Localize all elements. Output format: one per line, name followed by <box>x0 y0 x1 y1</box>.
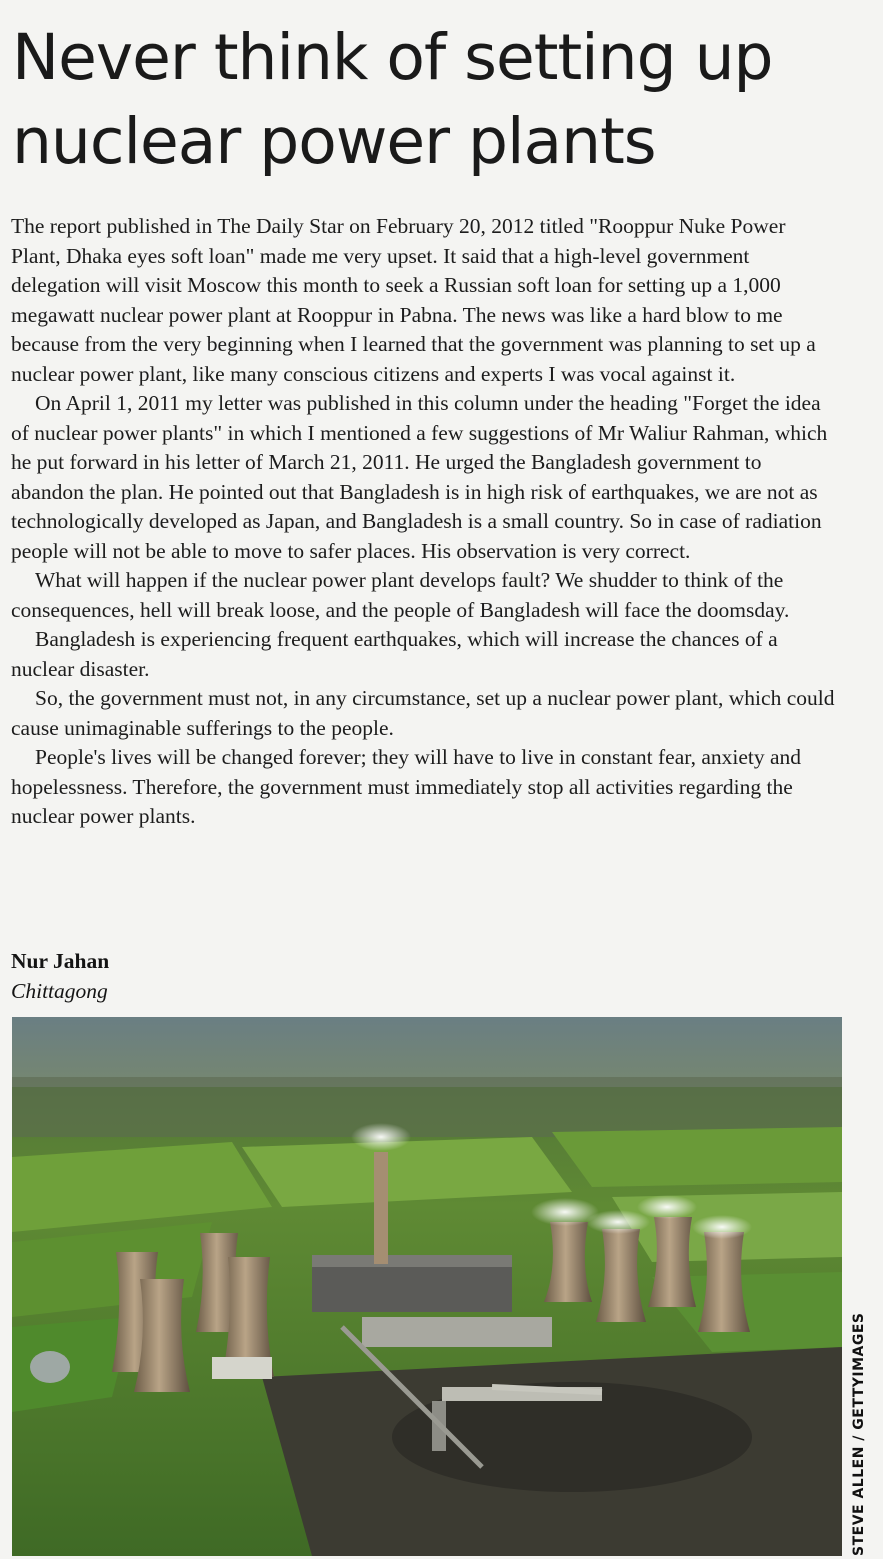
letter-body <box>11 212 835 832</box>
paragraph: The report published in The Daily Star on February 20, 2012 titled "Rooppur Nuke Power Plant, Dhaka eyes soft loan" made me very upset. It said that a high-level government delegation will visit Moscow this month to seek a Russian soft loan for setting up a 1,000 megawatt nuclear power plant at Rooppur in Pabna. The news was like a hard blow to me because from the very beginning when I learned that the government was planning to set up a nuclear power plant, like many conscious citizens and experts I was vocal against it. <box>11 214 816 386</box>
power-plant-photo <box>12 1017 842 1556</box>
paragraph: People's lives will be changed forever; they will have to live in constant fear, anxiety and hopelessness. Therefore, the government must immediately stop all activities regarding the nuclear power plants. <box>11 745 802 828</box>
paragraph: So, the government must not, in any circumstance, set up a nuclear power plant, which could cause unimaginable sufferings to the people. <box>11 686 835 740</box>
author-location: Chittagong <box>11 978 108 1003</box>
photo-credit: STEVE ALLEN / GETTYIMAGES <box>851 1312 867 1556</box>
power-plant-illustration <box>12 1017 842 1556</box>
byline <box>11 947 109 1006</box>
author-name: Nur Jahan <box>11 949 110 973</box>
paragraph: What will happen if the nuclear power plant develops fault? We shudder to think of the consequences, hell will break loose, and the people of Bangladesh will face the doomsday. <box>11 568 790 622</box>
paragraph: On April 1, 2011 my letter was published in this column under the heading "Forget the idea of nuclear power plants" in which I mentioned a few suggestions of Mr Waliur Rahman, which he put forward in his letter of March 21, 2011. He urged the Bangladesh government to abandon the plan. He pointed out that Bangladesh is in high risk of earthquakes, we are not as technologically developed as Japan, and Bangladesh is a small country. So in case of radiation people will not be able to move to safer places. His observation is very correct. <box>11 391 828 563</box>
headline: Never think of setting up nuclear power plants <box>12 21 773 178</box>
paragraph: Bangladesh is experiencing frequent earthquakes, which will increase the chances of a nuclear disaster. <box>11 627 778 681</box>
